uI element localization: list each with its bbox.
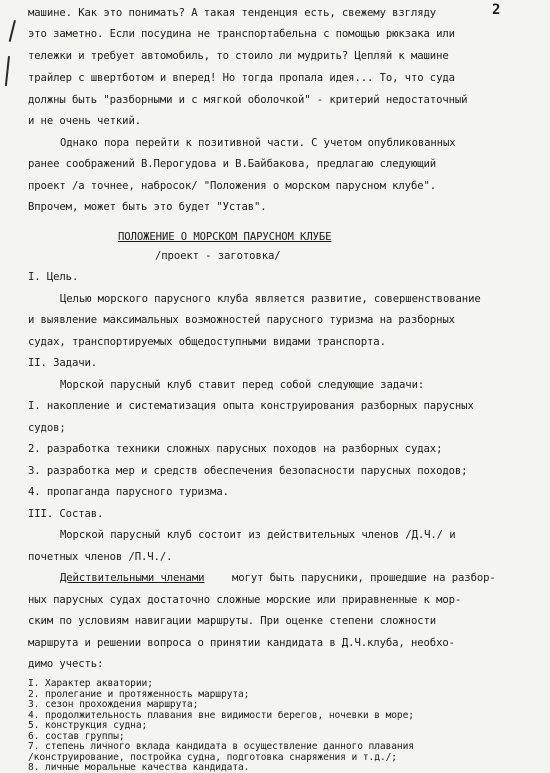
text-line: димо учесть: xyxy=(28,658,104,670)
list-item: I. Характер акватории; xyxy=(28,678,153,689)
underlined-term: Действительными членами xyxy=(60,572,205,584)
text-line: ных парусных судах достаточно сложные морские или приравненные к мор- xyxy=(28,594,462,606)
text-line: тележки и требует автомобиль, то стоило ли мудрить? Цепляй к машине xyxy=(28,50,449,62)
text-line: Морской парусный клуб состоит из действительных членов /Д.Ч./ и xyxy=(60,529,456,541)
text-line: маршрута и решении вопроса о принятии кандидата в Д.Ч.клуба, необхо- xyxy=(28,637,455,649)
text-line: судов; xyxy=(28,422,66,434)
list-item: 2. разработка техники сложных парусных походов на разборных судах; xyxy=(28,443,443,455)
list-item: 7. степень личного вклада кандидата в осуществление данного плавания xyxy=(28,741,414,752)
list-item: 3. сезон прохождения маршрута; xyxy=(28,699,199,710)
text-line: трайлер с швертботом и вперед! Но тогда пропала идея... То, что суда xyxy=(28,72,455,84)
section-heading: III. Состав. xyxy=(28,508,104,520)
text-line: и не очень четкий. xyxy=(28,115,142,127)
margin-pen-mark-2 xyxy=(5,56,10,86)
text-line: Морской парусный клуб ставит перед собой следующие задачи: xyxy=(60,379,425,391)
text-line: Однако пора перейти к позитивной части. С учетом опубликованных xyxy=(60,137,456,149)
list-item: 3. разработка мер и средств обеспечения безопасности парусных походов; xyxy=(28,465,468,477)
list-item: 6. состав группы; xyxy=(28,730,125,742)
document-subheading: /проект - заготовка/ xyxy=(155,250,281,262)
section-heading: I. Цель. xyxy=(28,271,79,283)
list-item: 2. пролегание и протяженность маршрута; xyxy=(28,688,250,700)
list-item: I. накопление и систематизация опыта конструирования разборных парусных xyxy=(28,400,474,412)
margin-pen-mark-1 xyxy=(9,20,16,42)
text-line: Впрочем, может быть это будет "Устав". xyxy=(28,201,267,213)
text-line: почетных членов /П.Ч./. xyxy=(28,551,173,563)
text-line: Целью морского парусного клуба является развитие, совершенствование xyxy=(60,293,481,305)
list-item: 5. конструкция судна; xyxy=(28,720,148,731)
list-item: /конструирование, постройка судна, подготовка снаряжения и т.д./; xyxy=(28,751,397,763)
text-line: ским по условиям навигации маршруты. При оценке степени сложности xyxy=(28,615,437,627)
list-item: 8. личные моральные качества кандидата. xyxy=(28,762,250,773)
text-line: это заметно. Если посудина не транспортабельна с помощью рюкзака или xyxy=(28,28,455,40)
list-item: 4. продолжительность плавания вне видимости берегов, ночевки в море; xyxy=(28,709,414,721)
text-line: и выявление максимальных возможностей парусного туризма на разборных xyxy=(28,314,455,326)
text-line: судах, транспортируемых общедоступными видами транспорта. xyxy=(28,336,386,348)
document-heading: ПОЛОЖЕНИЕ О МОРСКОМ ПАРУСНОМ КЛУБЕ xyxy=(118,231,332,243)
text-line: машине. Как это понимать? А такая тенденция есть, свежему взгляду xyxy=(28,7,437,19)
text-line: должны быть "разборными и с мягкой оболочкой" - критерий недостаточный xyxy=(28,94,468,106)
section-heading: II. Задачи. xyxy=(28,357,98,369)
page-number: 2 xyxy=(492,2,501,18)
list-item: 4. пропаганда парусного туризма. xyxy=(28,486,229,498)
text-line: могут быть парусники, прошедшие на разбор- xyxy=(232,572,496,584)
text-line: ранее соображений В.Перогудова и В.Байбакова, предлагаю следующий xyxy=(28,158,437,170)
text-line: проект /а точнее, набросок/ "Положения о морском парусном клубе". xyxy=(28,180,437,192)
